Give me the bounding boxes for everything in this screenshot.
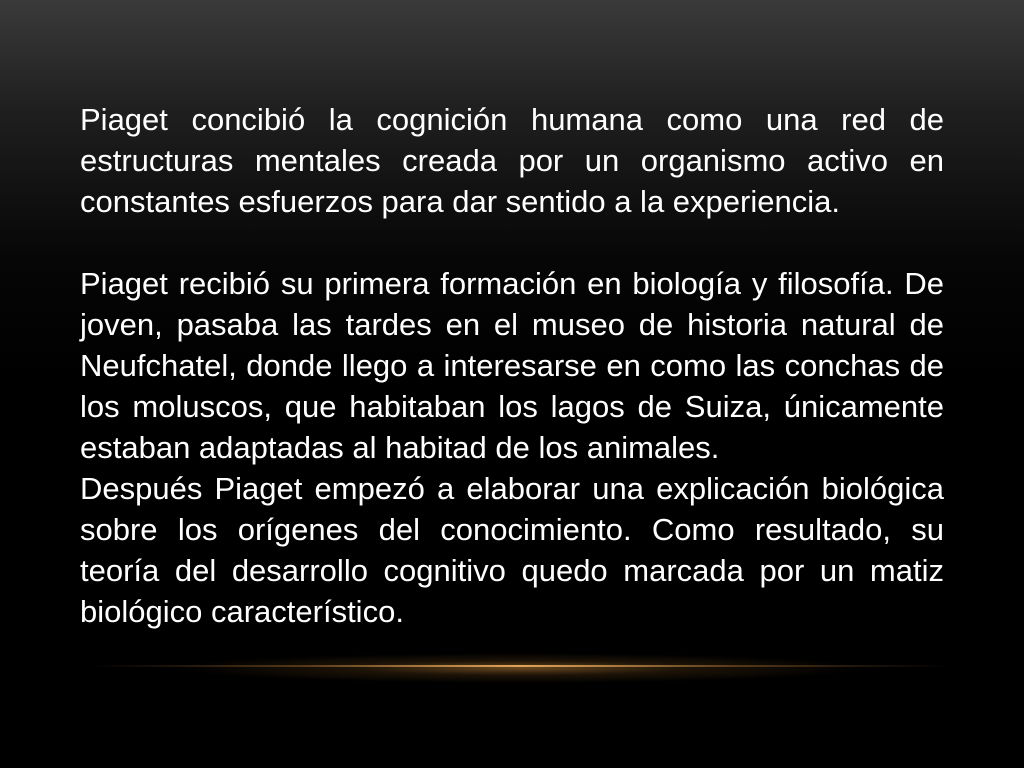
decorative-glow: [60, 648, 980, 688]
slide-body: [80, 99, 944, 632]
paragraph-spacer: [80, 222, 944, 263]
paragraph-training: Piaget recibió su primera formación en biología y filosofía. De joven, pasaba las tardes en el museo de historia natural de Neufchatel, donde llego a interesarse en como las conchas de los moluscos, que habitaban los lagos de Suiza, únicamente estaban adaptadas al habitad de los animales.: [80, 266, 944, 465]
paragraph-cognition: Piaget concibió la cognición humana como una red de estructuras mentales creada por un organismo activo en constantes esfuerzos para dar sentido a la experiencia.: [80, 102, 944, 219]
paragraph-theory: Después Piaget empezó a elaborar una explicación biológica sobre los orígenes del conocimiento. Como resultado, su teoría del desarrollo cognitivo quedo marcada por un matiz biológico característico.: [80, 471, 944, 629]
decorative-glow-line: [90, 665, 950, 667]
